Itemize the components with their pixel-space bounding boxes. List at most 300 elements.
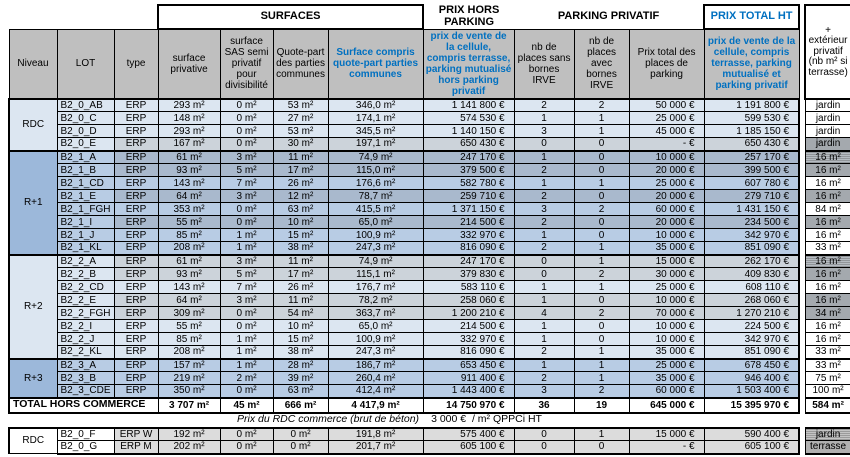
row-B2_2_B	[9, 268, 850, 281]
cell-lot: B2_1_J	[57, 229, 114, 242]
level-cell: R+1	[9, 151, 57, 255]
cell-surface-sas: 0 m²	[220, 320, 273, 333]
row-B2_2_KL	[9, 346, 850, 359]
cell-exterieur: 16 m²	[805, 177, 850, 190]
row-B2_1_CD	[9, 177, 850, 190]
total-label: TOTAL HORS COMMERCE	[9, 398, 158, 413]
cell-quote-part: 38 m²	[273, 346, 328, 359]
cell-lot: B2_1_E	[57, 190, 114, 203]
cell-prix-hors-parking: 816 090 €	[423, 242, 514, 255]
cell-nb-places-avec-irve: 0	[574, 151, 629, 164]
cell-nb-places-sans-irve: 0	[514, 441, 574, 454]
group-header-row	[9, 5, 850, 29]
cell-prix-places-parking: 20 000 €	[629, 164, 704, 177]
row-B2_2_I	[9, 320, 850, 333]
cell-quote-part: 12 m²	[273, 190, 328, 203]
cell-type: ERP	[114, 138, 158, 151]
cell-type: ERP	[114, 359, 158, 372]
cell-prix-places-parking: 10 000 €	[629, 229, 704, 242]
row-B2_0_AB	[9, 99, 850, 112]
row-B2_1_A	[9, 151, 850, 164]
cell-surface-sas: 1 m²	[220, 333, 273, 346]
cell-surface-privative: 93 m²	[158, 164, 220, 177]
cell-type: ERP	[114, 242, 158, 255]
cell-surface-privative: 293 m²	[158, 125, 220, 138]
row-B2_1_B	[9, 164, 850, 177]
row-B2_3_A	[9, 359, 850, 372]
cell-lot: B2_0_D	[57, 125, 114, 138]
cell-nb-places-avec-irve: 1	[574, 255, 629, 268]
col-header-quote-part: Quote-part des parties communes	[273, 29, 328, 99]
cell-lot: B2_0_C	[57, 112, 114, 125]
cell-exterieur: 33 m²	[805, 359, 850, 372]
col-header-nb-places-avec-irve: nb de places avec bornes IRVE	[574, 29, 629, 99]
cell-quote-part: 39 m²	[273, 372, 328, 385]
cell-prix-total-ht: 605 100 €	[704, 441, 799, 454]
cell-prix-places-parking: 60 000 €	[629, 385, 704, 398]
cell-surface-sas: 0 m²	[220, 307, 273, 320]
cell-surface-sas: 5 m²	[220, 268, 273, 281]
total-surface-comprise: 4 417,9 m²	[328, 398, 423, 413]
col-header-lot: LOT	[57, 29, 114, 99]
table-header	[9, 5, 850, 99]
cell-prix-total-ht: 1 431 150 €	[704, 203, 799, 216]
cell-lot: B2_2_B	[57, 268, 114, 281]
cell-quote-part: 17 m²	[273, 164, 328, 177]
cell-exterieur: jardin	[805, 138, 850, 151]
cell-quote-part: 26 m²	[273, 281, 328, 294]
cell-surface-sas: 2 m²	[220, 372, 273, 385]
cell-exterieur: 75 m²	[805, 372, 850, 385]
cell-surface-privative: 143 m²	[158, 281, 220, 294]
total-nb-places-sans-irve: 36	[514, 398, 574, 413]
cell-surface-sas: 0 m²	[220, 216, 273, 229]
cell-nb-places-avec-irve: 0	[574, 294, 629, 307]
commerce-note-label: Prix du RDC commerce (brut de béton)	[158, 413, 423, 428]
cell-prix-total-ht: 342 970 €	[704, 333, 799, 346]
cell-nb-places-avec-irve: 0	[574, 333, 629, 346]
cell-prix-total-ht: 946 400 €	[704, 372, 799, 385]
cell-nb-places-sans-irve: 2	[514, 242, 574, 255]
cell-prix-places-parking: 50 000 €	[629, 99, 704, 112]
cell-surface-sas: 0 m²	[220, 138, 273, 151]
total-prix-total-ht: 15 395 970 €	[704, 398, 799, 413]
cell-nb-places-avec-irve: 2	[574, 203, 629, 216]
exterieur-column-header: + extérieur privatif (nb m² si terrasse)	[805, 5, 850, 99]
cell-surface-comprise: 174,1 m²	[328, 112, 423, 125]
cell-lot: B2_2_CD	[57, 281, 114, 294]
cell-surface-sas: 3 m²	[220, 190, 273, 203]
cell-prix-hors-parking: 575 400 €	[423, 428, 514, 441]
cell-nb-places-avec-irve: 1	[574, 346, 629, 359]
cell-surface-sas: 1 m²	[220, 229, 273, 242]
commerce-note-row	[9, 413, 850, 428]
cell-prix-places-parking: 35 000 €	[629, 346, 704, 359]
cell-quote-part: 26 m²	[273, 177, 328, 190]
column-header-row	[9, 29, 850, 99]
cell-prix-places-parking: 10 000 €	[629, 151, 704, 164]
cell-surface-privative: 353 m²	[158, 203, 220, 216]
cell-surface-comprise: 65,0 m²	[328, 216, 423, 229]
level-cell: RDC	[9, 428, 57, 454]
header-empty	[9, 5, 158, 29]
cell-prix-places-parking: 60 000 €	[629, 203, 704, 216]
cell-nb-places-avec-irve: 1	[574, 125, 629, 138]
col-header-nb-places-sans-irve: nb de places sans bornes IRVE	[514, 29, 574, 99]
cell-prix-total-ht: 224 500 €	[704, 320, 799, 333]
cell-exterieur: 33 m²	[805, 242, 850, 255]
level-cell: R+3	[9, 359, 57, 398]
cell-prix-total-ht: 590 400 €	[704, 428, 799, 441]
cell-type: ERP	[114, 190, 158, 203]
cell-nb-places-sans-irve: 4	[514, 307, 574, 320]
row-B2_0_F	[9, 428, 850, 441]
col-header-prix-places: Prix total des places de parking	[629, 29, 704, 99]
cell-nb-places-avec-irve: 0	[574, 138, 629, 151]
cell-surface-privative: 192 m²	[158, 428, 220, 441]
cell-quote-part: 11 m²	[273, 255, 328, 268]
cell-type: ERP M	[114, 441, 158, 454]
commerce-section	[9, 428, 850, 454]
cell-exterieur: 100 m²	[805, 385, 850, 398]
cell-nb-places-avec-irve: 1	[574, 112, 629, 125]
cell-surface-comprise: 363,7 m²	[328, 307, 423, 320]
cell-surface-sas: 0 m²	[220, 112, 273, 125]
cell-prix-places-parking: 35 000 €	[629, 242, 704, 255]
cell-prix-hors-parking: 247 170 €	[423, 255, 514, 268]
cell-lot: B2_0_F	[57, 428, 114, 441]
cell-surface-comprise: 346,0 m²	[328, 99, 423, 112]
cell-type: ERP	[114, 294, 158, 307]
cell-nb-places-sans-irve: 2	[514, 216, 574, 229]
cell-nb-places-avec-irve: 1	[574, 177, 629, 190]
cell-surface-comprise: 176,6 m²	[328, 177, 423, 190]
row-B2_2_J	[9, 333, 850, 346]
cell-prix-total-ht: 599 530 €	[704, 112, 799, 125]
pricing-table	[8, 4, 850, 455]
cell-nb-places-avec-irve: 1	[574, 372, 629, 385]
cell-exterieur: 16 m²	[805, 229, 850, 242]
cell-prix-total-ht: 234 500 €	[704, 216, 799, 229]
cell-type: ERP	[114, 372, 158, 385]
cell-quote-part: 28 m²	[273, 359, 328, 372]
cell-type: ERP	[114, 99, 158, 112]
row-B2_2_E	[9, 294, 850, 307]
total-row	[9, 398, 850, 413]
commerce-price-unit: / m² QPPCi HT	[471, 413, 542, 426]
cell-exterieur: jardin	[805, 428, 850, 441]
cell-lot: B2_1_KL	[57, 242, 114, 255]
cell-prix-places-parking: - €	[629, 441, 704, 454]
cell-prix-hors-parking: 214 500 €	[423, 320, 514, 333]
cell-prix-hors-parking: 1 371 150 €	[423, 203, 514, 216]
cell-surface-comprise: 191,8 m²	[328, 428, 423, 441]
row-B2_0_G	[9, 441, 850, 454]
cell-surface-privative: 202 m²	[158, 441, 220, 454]
cell-quote-part: 15 m²	[273, 333, 328, 346]
cell-prix-places-parking: 10 000 €	[629, 294, 704, 307]
cell-nb-places-sans-irve: 1	[514, 320, 574, 333]
cell-surface-privative: 167 m²	[158, 138, 220, 151]
cell-quote-part: 38 m²	[273, 242, 328, 255]
cell-surface-sas: 3 m²	[220, 151, 273, 164]
cell-surface-comprise: 115,0 m²	[328, 164, 423, 177]
cell-surface-sas: 3 m²	[220, 255, 273, 268]
cell-quote-part: 63 m²	[273, 203, 328, 216]
cell-quote-part: 53 m²	[273, 99, 328, 112]
cell-nb-places-sans-irve: 0	[514, 255, 574, 268]
cell-prix-total-ht: 409 830 €	[704, 268, 799, 281]
commerce-price-note	[423, 413, 574, 428]
cell-surface-comprise: 186,7 m²	[328, 359, 423, 372]
cell-prix-places-parking: 35 000 €	[629, 372, 704, 385]
cell-nb-places-avec-irve: 0	[574, 190, 629, 203]
cell-surface-privative: 64 m²	[158, 294, 220, 307]
cell-nb-places-avec-irve: 1	[574, 359, 629, 372]
cell-surface-comprise: 74,9 m²	[328, 151, 423, 164]
cell-surface-comprise: 247,3 m²	[328, 346, 423, 359]
cell-exterieur: jardin	[805, 112, 850, 125]
cell-surface-sas: 1 m²	[220, 242, 273, 255]
cell-surface-privative: 293 m²	[158, 99, 220, 112]
cell-type: ERP	[114, 281, 158, 294]
cell-prix-total-ht: 851 090 €	[704, 242, 799, 255]
row-B2_2_FGH	[9, 307, 850, 320]
prix-hors-parking-group-header: PRIX HORS PARKING	[438, 5, 500, 28]
row-B2_1_E	[9, 190, 850, 203]
cell-surface-privative: 219 m²	[158, 372, 220, 385]
cell-surface-privative: 55 m²	[158, 216, 220, 229]
cell-surface-privative: 93 m²	[158, 268, 220, 281]
row-B2_1_I	[9, 216, 850, 229]
col-header-prix-total-ht: prix de vente de la cellule, compris terrasse, parking mutualisé et parking privatif	[704, 29, 799, 99]
parking-privatif-group-header: PARKING PRIVATIF	[557, 9, 660, 22]
cell-prix-places-parking: 10 000 €	[629, 320, 704, 333]
cell-surface-comprise: 100,9 m²	[328, 229, 423, 242]
cell-lot: B2_3_B	[57, 372, 114, 385]
cell-prix-hors-parking: 574 530 €	[423, 112, 514, 125]
level-cell: R+2	[9, 255, 57, 359]
cell-surface-privative: 61 m²	[158, 151, 220, 164]
cell-lot: B2_1_I	[57, 216, 114, 229]
cell-lot: B2_2_J	[57, 333, 114, 346]
cell-surface-privative: 208 m²	[158, 242, 220, 255]
total-quote-part: 666 m²	[273, 398, 328, 413]
cell-nb-places-avec-irve: 0	[574, 441, 629, 454]
cell-surface-comprise: 345,5 m²	[328, 125, 423, 138]
cell-nb-places-sans-irve: 1	[514, 112, 574, 125]
cell-nb-places-avec-irve: 1	[574, 428, 629, 441]
cell-quote-part: 10 m²	[273, 216, 328, 229]
cell-surface-comprise: 78,2 m²	[328, 294, 423, 307]
cell-exterieur: 16 m²	[805, 255, 850, 268]
cell-surface-comprise: 415,5 m²	[328, 203, 423, 216]
cell-lot: B2_0_E	[57, 138, 114, 151]
cell-prix-hors-parking: 911 400 €	[423, 372, 514, 385]
cell-prix-hors-parking: 1 443 400 €	[423, 385, 514, 398]
row-B2_0_C	[9, 112, 850, 125]
row-B2_1_FGH	[9, 203, 850, 216]
cell-prix-total-ht: 678 450 €	[704, 359, 799, 372]
cell-nb-places-sans-irve: 1	[514, 294, 574, 307]
cell-nb-places-avec-irve: 0	[574, 216, 629, 229]
cell-exterieur: 16 m²	[805, 216, 850, 229]
level-cell: RDC	[9, 99, 57, 151]
surfaces-group-header: SURFACES	[158, 5, 423, 29]
cell-surface-privative: 85 m²	[158, 229, 220, 242]
cell-prix-hors-parking: 1 140 150 €	[423, 125, 514, 138]
note-empty	[574, 413, 850, 428]
cell-lot: B2_3_CDE	[57, 385, 114, 398]
cell-type: ERP	[114, 333, 158, 346]
cell-nb-places-sans-irve: 2	[514, 190, 574, 203]
row-B2_2_A	[9, 255, 850, 268]
total-prix-hors-parking: 14 750 970 €	[423, 398, 514, 413]
cell-prix-hors-parking: 332 970 €	[423, 333, 514, 346]
cell-nb-places-sans-irve: 1	[514, 333, 574, 346]
cell-nb-places-sans-irve: 1	[514, 177, 574, 190]
col-header-prix-hors-parking: prix de vente de la cellule, compris terrasse, parking mutualisé hors parking privatif	[423, 29, 514, 99]
cell-nb-places-sans-irve: 0	[514, 428, 574, 441]
row-B2_0_D	[9, 125, 850, 138]
cell-surface-comprise: 115,1 m²	[328, 268, 423, 281]
cell-surface-privative: 148 m²	[158, 112, 220, 125]
total-prix-places-parking: 645 000 €	[629, 398, 704, 413]
cell-quote-part: 0 m²	[273, 428, 328, 441]
cell-prix-hors-parking: 650 430 €	[423, 138, 514, 151]
cell-prix-places-parking: 25 000 €	[629, 281, 704, 294]
cell-surface-privative: 350 m²	[158, 385, 220, 398]
cell-surface-comprise: 412,4 m²	[328, 385, 423, 398]
cell-prix-places-parking: 70 000 €	[629, 307, 704, 320]
cell-prix-total-ht: 1 185 150 €	[704, 125, 799, 138]
cell-prix-total-ht: 399 500 €	[704, 164, 799, 177]
cell-exterieur: 16 m²	[805, 333, 850, 346]
col-header-surface-privative: surface privative	[158, 29, 220, 99]
cell-surface-privative: 64 m²	[158, 190, 220, 203]
cell-prix-hors-parking: 1 141 800 €	[423, 99, 514, 112]
cell-surface-comprise: 247,3 m²	[328, 242, 423, 255]
cell-nb-places-avec-irve: 2	[574, 307, 629, 320]
col-header-type: type	[114, 29, 158, 99]
cell-surface-privative: 208 m²	[158, 346, 220, 359]
cell-lot: B2_2_KL	[57, 346, 114, 359]
cell-type: ERP	[114, 320, 158, 333]
cell-prix-total-ht: 279 710 €	[704, 190, 799, 203]
cell-prix-hors-parking: 379 500 €	[423, 164, 514, 177]
cell-nb-places-sans-irve: 1	[514, 281, 574, 294]
cell-prix-hors-parking: 583 110 €	[423, 281, 514, 294]
row-B2_0_E	[9, 138, 850, 151]
cell-prix-total-ht: 607 780 €	[704, 177, 799, 190]
cell-nb-places-avec-irve: 1	[574, 242, 629, 255]
cell-quote-part: 63 m²	[273, 385, 328, 398]
cell-surface-sas: 1 m²	[220, 346, 273, 359]
cell-type: ERP	[114, 346, 158, 359]
commerce-note-section	[9, 413, 850, 428]
cell-type: ERP	[114, 112, 158, 125]
cell-nb-places-sans-irve: 1	[514, 359, 574, 372]
cell-prix-total-ht: 268 060 €	[704, 294, 799, 307]
cell-nb-places-avec-irve: 2	[574, 99, 629, 112]
cell-quote-part: 10 m²	[273, 320, 328, 333]
cell-exterieur: 16 m²	[805, 320, 850, 333]
note-empty	[9, 413, 158, 428]
cell-exterieur: jardin	[805, 125, 850, 138]
cell-surface-comprise: 176,7 m²	[328, 281, 423, 294]
cell-exterieur: 33 m²	[805, 346, 850, 359]
row-B2_3_B	[9, 372, 850, 385]
cell-quote-part: 53 m²	[273, 125, 328, 138]
row-B2_2_CD	[9, 281, 850, 294]
cell-surface-comprise: 201,7 m²	[328, 441, 423, 454]
cell-nb-places-avec-irve: 0	[574, 320, 629, 333]
cell-lot: B2_0_G	[57, 441, 114, 454]
cell-surface-sas: 0 m²	[220, 428, 273, 441]
cell-nb-places-avec-irve: 2	[574, 268, 629, 281]
cell-type: ERP	[114, 268, 158, 281]
cell-surface-sas: 0 m²	[220, 99, 273, 112]
prix-total-ht-group-header: PRIX TOTAL HT	[704, 5, 799, 29]
cell-nb-places-sans-irve: 1	[514, 229, 574, 242]
row-B2_1_J	[9, 229, 850, 242]
cell-prix-places-parking: 25 000 €	[629, 112, 704, 125]
cell-prix-total-ht: 1 191 800 €	[704, 99, 799, 112]
cell-prix-hors-parking: 259 710 €	[423, 190, 514, 203]
cell-surface-privative: 61 m²	[158, 255, 220, 268]
cell-surface-sas: 0 m²	[220, 441, 273, 454]
cell-exterieur: 16 m²	[805, 190, 850, 203]
cell-nb-places-sans-irve: 2	[514, 99, 574, 112]
cell-surface-privative: 157 m²	[158, 359, 220, 372]
cell-exterieur: 34 m²	[805, 307, 850, 320]
cell-type: ERP	[114, 216, 158, 229]
cell-surface-sas: 0 m²	[220, 385, 273, 398]
cell-surface-sas: 1 m²	[220, 359, 273, 372]
cell-quote-part: 30 m²	[273, 138, 328, 151]
cell-nb-places-sans-irve: 2	[514, 372, 574, 385]
cell-prix-hors-parking: 379 830 €	[423, 268, 514, 281]
cell-prix-places-parking: 20 000 €	[629, 216, 704, 229]
cell-surface-comprise: 74,9 m²	[328, 255, 423, 268]
cell-type: ERP	[114, 229, 158, 242]
cell-lot: B2_1_CD	[57, 177, 114, 190]
cell-prix-places-parking: 25 000 €	[629, 359, 704, 372]
cell-exterieur: 16 m²	[805, 151, 850, 164]
cell-lot: B2_1_A	[57, 151, 114, 164]
cell-prix-total-ht: 342 970 €	[704, 229, 799, 242]
cell-prix-hors-parking: 1 200 210 €	[423, 307, 514, 320]
cell-prix-hors-parking: 816 090 €	[423, 346, 514, 359]
cell-exterieur: terrasse	[805, 441, 850, 454]
cell-exterieur: 16 m²	[805, 164, 850, 177]
cell-surface-comprise: 78,7 m²	[328, 190, 423, 203]
cell-quote-part: 17 m²	[273, 268, 328, 281]
cell-surface-sas: 5 m²	[220, 164, 273, 177]
cell-surface-comprise: 65,0 m²	[328, 320, 423, 333]
cell-surface-sas: 0 m²	[220, 125, 273, 138]
cell-prix-places-parking: 30 000 €	[629, 268, 704, 281]
cell-surface-comprise: 197,1 m²	[328, 138, 423, 151]
cell-exterieur: 16 m²	[805, 294, 850, 307]
commerce-price-value: 3 000 €	[431, 413, 467, 426]
cell-prix-hors-parking: 332 970 €	[423, 229, 514, 242]
cell-lot: B2_0_AB	[57, 99, 114, 112]
cell-lot: B2_1_FGH	[57, 203, 114, 216]
cell-nb-places-sans-irve: 3	[514, 125, 574, 138]
cell-prix-total-ht: 608 110 €	[704, 281, 799, 294]
cell-nb-places-sans-irve: 2	[514, 346, 574, 359]
